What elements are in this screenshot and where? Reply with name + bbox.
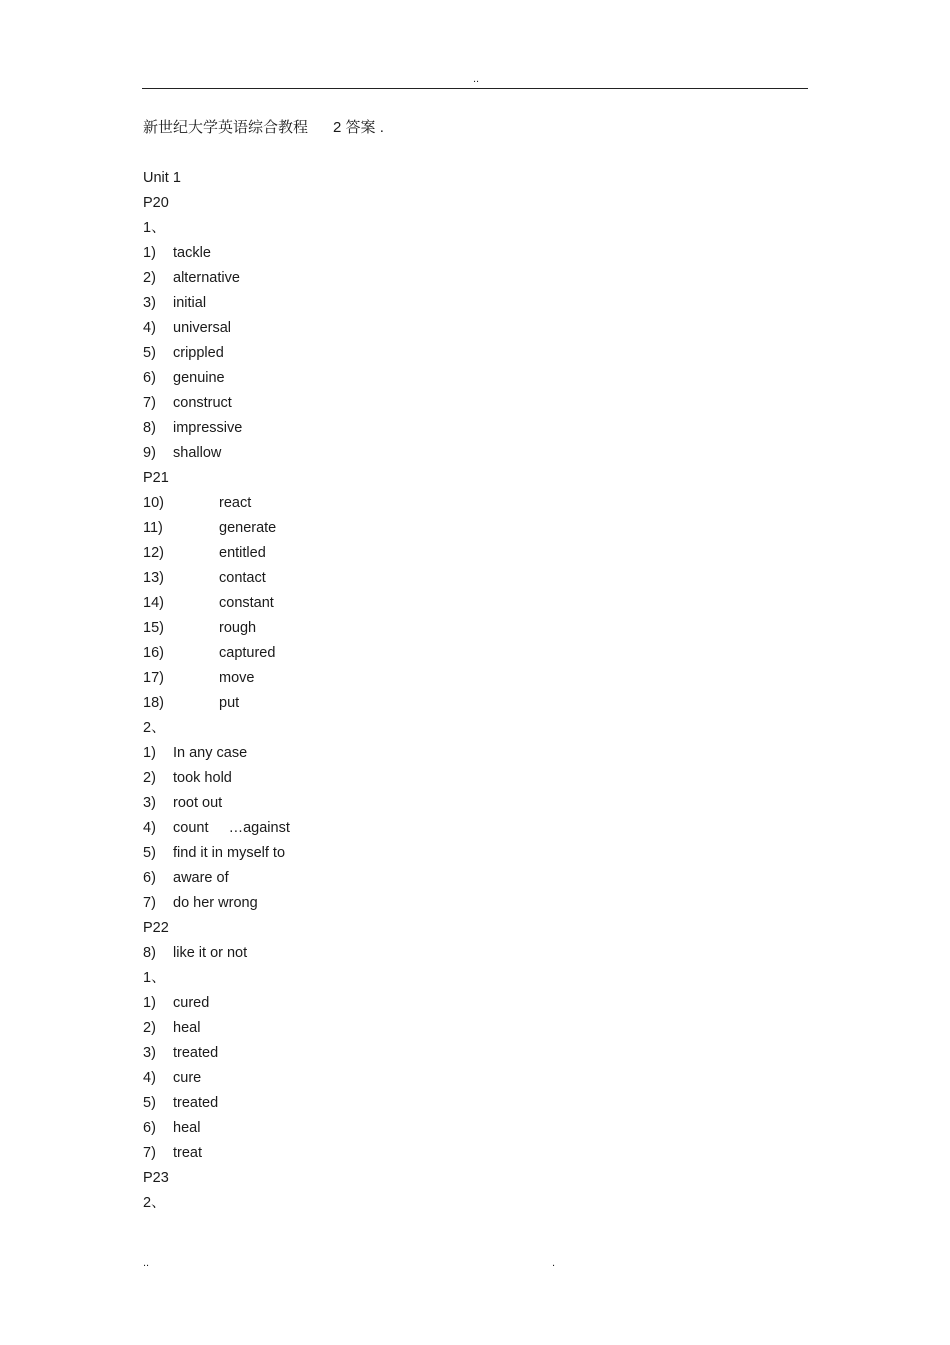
item-number: 1): [143, 245, 156, 261]
item-number: 8): [143, 420, 156, 436]
item-number: 4): [143, 820, 156, 836]
answer-text: impressive: [173, 420, 243, 436]
item-number: 11): [143, 520, 163, 536]
answer-line: [143, 493, 643, 518]
footer-right-mark: .: [552, 1257, 556, 1269]
answer-text: like it or not: [173, 945, 248, 961]
heading-text: P20: [143, 195, 169, 211]
answer-line: [143, 643, 643, 668]
section-heading: [143, 718, 643, 743]
answer-text: alternative: [173, 270, 240, 286]
item-number: 2): [143, 270, 156, 286]
answer-text: treated: [173, 1045, 219, 1061]
answer-text: cure: [173, 1070, 202, 1086]
answer-line: [143, 1118, 643, 1143]
item-number: 1): [143, 995, 156, 1011]
answer-line: [143, 668, 643, 693]
answer-line: [143, 518, 643, 543]
footer-left-mark: ..: [143, 1257, 150, 1269]
item-number: 6): [143, 870, 156, 886]
answer-line: [143, 593, 643, 618]
answer-text: tackle: [173, 245, 211, 261]
answer-text: aware of: [173, 870, 229, 886]
answer-text: rough: [219, 620, 257, 636]
answer-line: [143, 293, 643, 318]
answer-line: [143, 743, 643, 768]
section-heading: [143, 918, 643, 943]
answer-text: move: [219, 670, 255, 686]
section-heading: [143, 193, 643, 218]
item-number: 18): [143, 695, 164, 711]
answer-line: [143, 693, 643, 718]
item-number: 14): [143, 595, 164, 611]
document-title: [143, 118, 384, 138]
section-heading: [143, 1193, 643, 1218]
heading-text: 2、: [143, 720, 166, 736]
answer-text: entitled: [219, 545, 266, 561]
answer-text: cured: [173, 995, 210, 1011]
answer-text: captured: [219, 645, 276, 661]
item-number: 12): [143, 545, 164, 561]
item-number: 5): [143, 845, 156, 861]
item-number: 15): [143, 620, 164, 636]
answer-line: [143, 868, 643, 893]
answer-text: count …against: [173, 820, 290, 836]
header-mark: ..: [472, 73, 480, 85]
answer-line: [143, 943, 643, 968]
item-number: 16): [143, 645, 164, 661]
answer-line: [143, 268, 643, 293]
answer-text: constant: [219, 595, 274, 611]
heading-text: Unit 1: [143, 170, 181, 186]
answer-text: genuine: [173, 370, 225, 386]
answer-text: crippled: [173, 345, 224, 361]
answer-text: universal: [173, 320, 232, 336]
answer-list: [143, 168, 643, 1218]
item-number: 9): [143, 445, 156, 461]
header-divider: [142, 88, 808, 89]
answer-line: [143, 1093, 643, 1118]
item-number: 6): [143, 1120, 156, 1136]
item-number: 3): [143, 295, 156, 311]
section-heading: [143, 468, 643, 493]
item-number: 10): [143, 495, 164, 511]
answer-line: [143, 1018, 643, 1043]
item-number: 3): [143, 795, 156, 811]
answer-text: heal: [173, 1020, 201, 1036]
heading-text: P23: [143, 1170, 169, 1186]
answer-text: do her wrong: [173, 895, 258, 911]
answer-line: [143, 568, 643, 593]
answer-line: [143, 1143, 643, 1168]
item-number: 4): [143, 1070, 156, 1086]
answer-line: [143, 393, 643, 418]
item-number: 1): [143, 745, 156, 761]
answer-line: [143, 543, 643, 568]
section-heading: [143, 1168, 643, 1193]
answer-text: heal: [173, 1120, 201, 1136]
item-number: 17): [143, 670, 164, 686]
answer-line: [143, 793, 643, 818]
item-number: 7): [143, 1145, 156, 1161]
section-heading: [143, 168, 643, 193]
title-chinese: 新世纪大学英语综合教程: [143, 119, 309, 136]
answer-text: construct: [173, 395, 232, 411]
answer-line: [143, 443, 643, 468]
answer-text: treated: [173, 1095, 219, 1111]
answer-line: [143, 768, 643, 793]
item-number: 5): [143, 1095, 156, 1111]
item-number: 2): [143, 1020, 156, 1036]
answer-line: [143, 243, 643, 268]
item-number: 7): [143, 395, 156, 411]
answer-line: [143, 368, 643, 393]
answer-line: [143, 1043, 643, 1068]
answer-text: initial: [173, 295, 207, 311]
answer-text: generate: [219, 520, 277, 536]
section-heading: [143, 968, 643, 993]
answer-text: find it in myself to: [173, 845, 286, 861]
answer-line: [143, 418, 643, 443]
item-number: 6): [143, 370, 156, 386]
item-number: 8): [143, 945, 156, 961]
answer-text: took hold: [173, 770, 232, 786]
item-number: 3): [143, 1045, 156, 1061]
item-number: 5): [143, 345, 156, 361]
answer-text: put: [219, 695, 240, 711]
answer-line: [143, 1068, 643, 1093]
answer-text: In any case: [173, 745, 248, 761]
item-number: 2): [143, 770, 156, 786]
section-heading: [143, 218, 643, 243]
heading-text: 1、: [143, 970, 166, 986]
answer-text: root out: [173, 795, 223, 811]
answer-line: [143, 318, 643, 343]
answer-line: [143, 893, 643, 918]
heading-text: 2、: [143, 1195, 166, 1211]
answer-line: [143, 993, 643, 1018]
answer-line: [143, 618, 643, 643]
heading-text: P22: [143, 920, 169, 936]
item-number: 4): [143, 320, 156, 336]
answer-line: [143, 843, 643, 868]
answer-text: react: [219, 495, 252, 511]
item-number: 7): [143, 895, 156, 911]
answer-text: treat: [173, 1145, 203, 1161]
item-number: 13): [143, 570, 164, 586]
answer-text: shallow: [173, 445, 222, 461]
heading-text: P21: [143, 470, 169, 486]
title-suffix: 2 答案 .: [333, 119, 384, 136]
answer-line: [143, 343, 643, 368]
answer-line: [143, 818, 643, 843]
heading-text: 1、: [143, 220, 166, 236]
answer-text: contact: [219, 570, 266, 586]
